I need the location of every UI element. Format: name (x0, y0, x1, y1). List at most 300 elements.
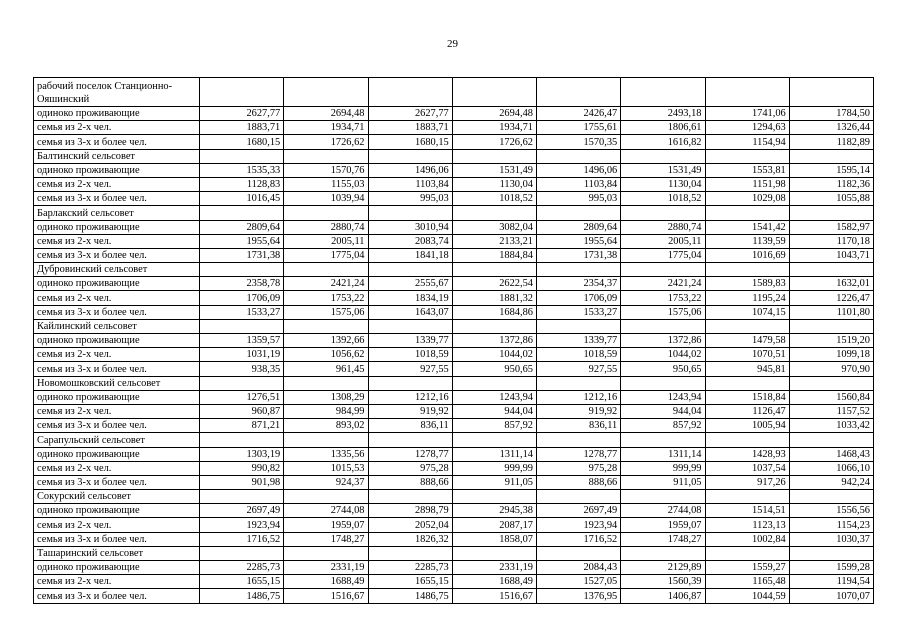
empty-cell (284, 78, 368, 107)
value-cell: 1527,05 (537, 575, 621, 589)
value-cell: 1278,77 (368, 447, 452, 461)
empty-cell (789, 319, 873, 333)
value-cell: 1775,04 (621, 248, 705, 262)
value-cell: 999,99 (452, 461, 536, 475)
value-cell: 2898,79 (368, 504, 452, 518)
page-number: 29 (447, 38, 458, 50)
value-cell: 1632,01 (789, 277, 873, 291)
value-cell: 999,99 (621, 461, 705, 475)
value-cell: 1575,06 (284, 305, 368, 319)
value-cell: 1541,42 (705, 220, 789, 234)
value-cell: 1726,62 (284, 135, 368, 149)
value-cell: 917,26 (705, 475, 789, 489)
table-row (34, 518, 874, 532)
value-cell: 1680,15 (368, 135, 452, 149)
value-cell: 1496,06 (368, 163, 452, 177)
value-cell: 888,66 (368, 475, 452, 489)
value-cell: 1716,52 (200, 532, 284, 546)
empty-cell (621, 263, 705, 277)
value-cell: 1883,71 (200, 121, 284, 135)
value-cell: 836,11 (537, 419, 621, 433)
value-cell: 893,02 (284, 419, 368, 433)
value-cell: 1570,76 (284, 163, 368, 177)
value-cell: 1002,84 (705, 532, 789, 546)
value-cell: 1195,24 (705, 291, 789, 305)
value-cell: 1139,59 (705, 234, 789, 248)
empty-cell (789, 490, 873, 504)
value-cell: 1326,44 (789, 121, 873, 135)
row-label: одиноко проживающие (34, 163, 200, 177)
value-cell: 944,04 (452, 404, 536, 418)
table-row (34, 277, 874, 291)
row-label: семья из 2-х чел. (34, 461, 200, 475)
value-cell: 1616,82 (621, 135, 705, 149)
value-cell: 1486,75 (368, 589, 452, 603)
table-row (34, 575, 874, 589)
value-cell: 1066,10 (789, 461, 873, 475)
empty-cell (537, 433, 621, 447)
value-cell: 1655,15 (200, 575, 284, 589)
value-cell: 1741,06 (705, 107, 789, 121)
empty-cell (621, 546, 705, 560)
value-cell: 1582,97 (789, 220, 873, 234)
row-label: семья из 3-х и более чел. (34, 532, 200, 546)
value-cell: 1044,02 (452, 348, 536, 362)
empty-cell (537, 263, 621, 277)
value-cell: 1099,18 (789, 348, 873, 362)
table-row (34, 348, 874, 362)
value-cell: 2285,73 (368, 561, 452, 575)
empty-cell (452, 263, 536, 277)
value-cell: 1157,52 (789, 404, 873, 418)
value-cell: 1070,07 (789, 589, 873, 603)
value-cell: 2694,48 (284, 107, 368, 121)
value-cell: 1043,71 (789, 248, 873, 262)
value-cell: 995,03 (537, 192, 621, 206)
value-cell: 1428,93 (705, 447, 789, 461)
row-label: семья из 3-х и более чел. (34, 305, 200, 319)
value-cell: 1154,94 (705, 135, 789, 149)
table-row (34, 248, 874, 262)
value-cell: 1359,57 (200, 334, 284, 348)
empty-cell (368, 149, 452, 163)
value-cell: 1243,94 (452, 390, 536, 404)
empty-cell (621, 376, 705, 390)
table-row (34, 334, 874, 348)
value-cell: 1376,95 (537, 589, 621, 603)
value-cell: 1533,27 (537, 305, 621, 319)
value-cell: 1923,94 (537, 518, 621, 532)
table-row (34, 362, 874, 376)
value-cell: 1731,38 (537, 248, 621, 262)
empty-cell (200, 546, 284, 560)
group-title: Кайлинский сельсовет (34, 319, 200, 333)
empty-cell (284, 149, 368, 163)
empty-cell (284, 490, 368, 504)
empty-cell (200, 490, 284, 504)
group-title: Барлакский сельсовет (34, 206, 200, 220)
value-cell: 1806,61 (621, 121, 705, 135)
value-cell: 2945,38 (452, 504, 536, 518)
row-label: семья из 2-х чел. (34, 348, 200, 362)
table-row (34, 305, 874, 319)
value-cell: 1858,07 (452, 532, 536, 546)
table-row (34, 220, 874, 234)
empty-cell (200, 78, 284, 107)
row-label: семья из 3-х и более чел. (34, 135, 200, 149)
value-cell: 1339,77 (368, 334, 452, 348)
table-row (34, 589, 874, 603)
group-title: Сарапульский сельсовет (34, 433, 200, 447)
empty-cell (200, 263, 284, 277)
value-cell: 1726,62 (452, 135, 536, 149)
table-row (34, 192, 874, 206)
empty-cell (621, 490, 705, 504)
value-cell: 924,37 (284, 475, 368, 489)
value-cell: 1016,69 (705, 248, 789, 262)
value-cell: 888,66 (537, 475, 621, 489)
value-cell: 1688,49 (452, 575, 536, 589)
value-cell: 2880,74 (621, 220, 705, 234)
table-row (34, 291, 874, 305)
empty-cell (452, 319, 536, 333)
row-label: одиноко проживающие (34, 334, 200, 348)
value-cell: 1560,84 (789, 390, 873, 404)
value-cell: 1278,77 (537, 447, 621, 461)
empty-cell (284, 546, 368, 560)
value-cell: 1018,52 (621, 192, 705, 206)
value-cell: 942,24 (789, 475, 873, 489)
value-cell: 1883,71 (368, 121, 452, 135)
row-label: одиноко проживающие (34, 107, 200, 121)
value-cell: 1959,07 (284, 518, 368, 532)
value-cell: 2493,18 (621, 107, 705, 121)
table-row (34, 461, 874, 475)
value-cell: 1101,80 (789, 305, 873, 319)
value-cell: 1560,39 (621, 575, 705, 589)
row-label: одиноко проживающие (34, 390, 200, 404)
value-cell: 1123,13 (705, 518, 789, 532)
value-cell: 984,99 (284, 404, 368, 418)
value-cell: 2697,49 (200, 504, 284, 518)
empty-cell (200, 319, 284, 333)
empty-cell (789, 433, 873, 447)
value-cell: 1016,45 (200, 192, 284, 206)
empty-cell (537, 546, 621, 560)
value-cell: 2052,04 (368, 518, 452, 532)
value-cell: 1243,94 (621, 390, 705, 404)
empty-cell (284, 319, 368, 333)
value-cell: 1015,53 (284, 461, 368, 475)
table-body (34, 78, 874, 604)
empty-cell (368, 319, 452, 333)
empty-cell (200, 376, 284, 390)
empty-cell (368, 376, 452, 390)
group-title: Дубровинский сельсовет (34, 263, 200, 277)
value-cell: 1784,50 (789, 107, 873, 121)
group-title: Балтинский сельсовет (34, 149, 200, 163)
empty-cell (200, 149, 284, 163)
group-title: Ташаринский сельсовет (34, 546, 200, 560)
value-cell: 1570,35 (537, 135, 621, 149)
empty-cell (537, 319, 621, 333)
value-cell: 927,55 (537, 362, 621, 376)
table-row (34, 177, 874, 191)
row-label: семья из 2-х чел. (34, 404, 200, 418)
value-cell: 2331,19 (452, 561, 536, 575)
value-cell: 1039,94 (284, 192, 368, 206)
value-cell: 2622,54 (452, 277, 536, 291)
row-label: одиноко проживающие (34, 447, 200, 461)
group-title: Сокурский сельсовет (34, 490, 200, 504)
empty-cell (200, 433, 284, 447)
value-cell: 3010,94 (368, 220, 452, 234)
value-cell: 1599,28 (789, 561, 873, 575)
value-cell: 1130,04 (621, 177, 705, 191)
value-cell: 961,45 (284, 362, 368, 376)
row-label: семья из 3-х и более чел. (34, 248, 200, 262)
table-row (34, 532, 874, 546)
value-cell: 1103,84 (537, 177, 621, 191)
value-cell: 1226,47 (789, 291, 873, 305)
row-label: семья из 3-х и более чел. (34, 192, 200, 206)
value-cell: 1294,63 (705, 121, 789, 135)
value-cell: 1955,64 (537, 234, 621, 248)
value-cell: 1029,08 (705, 192, 789, 206)
value-cell: 1826,32 (368, 532, 452, 546)
value-cell: 1311,14 (621, 447, 705, 461)
value-cell: 1033,42 (789, 419, 873, 433)
value-cell: 1392,66 (284, 334, 368, 348)
empty-cell (452, 78, 536, 107)
table-row (34, 504, 874, 518)
value-cell: 2331,19 (284, 561, 368, 575)
group-header-row (34, 206, 874, 220)
value-cell: 1044,02 (621, 348, 705, 362)
value-cell: 2005,11 (284, 234, 368, 248)
empty-cell (452, 149, 536, 163)
value-cell: 1716,52 (537, 532, 621, 546)
empty-cell (537, 206, 621, 220)
value-cell: 2083,74 (368, 234, 452, 248)
value-cell: 1514,51 (705, 504, 789, 518)
value-cell: 836,11 (368, 419, 452, 433)
table-row (34, 163, 874, 177)
value-cell: 2880,74 (284, 220, 368, 234)
empty-cell (452, 490, 536, 504)
value-cell: 1044,59 (705, 589, 789, 603)
value-cell: 1335,56 (284, 447, 368, 461)
value-cell: 995,03 (368, 192, 452, 206)
value-cell: 2084,43 (537, 561, 621, 575)
value-cell: 1308,29 (284, 390, 368, 404)
value-cell: 1018,52 (452, 192, 536, 206)
value-cell: 975,28 (537, 461, 621, 475)
empty-cell (537, 78, 621, 107)
empty-cell (705, 376, 789, 390)
value-cell: 1182,36 (789, 177, 873, 191)
row-label: семья из 3-х и более чел. (34, 362, 200, 376)
value-cell: 1212,16 (537, 390, 621, 404)
value-cell: 1731,38 (200, 248, 284, 262)
empty-cell (284, 263, 368, 277)
value-cell: 1055,88 (789, 192, 873, 206)
value-cell: 950,65 (452, 362, 536, 376)
value-cell: 944,04 (621, 404, 705, 418)
value-cell: 1533,27 (200, 305, 284, 319)
value-cell: 1595,14 (789, 163, 873, 177)
empty-cell (789, 376, 873, 390)
empty-cell (284, 376, 368, 390)
group-header-row (34, 78, 874, 107)
value-cell: 2697,49 (537, 504, 621, 518)
group-header-row (34, 376, 874, 390)
value-cell: 1959,07 (621, 518, 705, 532)
value-cell: 1056,62 (284, 348, 368, 362)
value-cell: 1130,04 (452, 177, 536, 191)
empty-cell (705, 149, 789, 163)
value-cell: 1372,86 (621, 334, 705, 348)
value-cell: 2426,47 (537, 107, 621, 121)
value-cell: 1479,58 (705, 334, 789, 348)
table-row (34, 475, 874, 489)
value-cell: 1303,19 (200, 447, 284, 461)
empty-cell (368, 490, 452, 504)
value-cell: 2421,24 (621, 277, 705, 291)
value-cell: 1834,19 (368, 291, 452, 305)
value-cell: 1841,18 (368, 248, 452, 262)
value-cell: 990,82 (200, 461, 284, 475)
value-cell: 1753,22 (621, 291, 705, 305)
empty-cell (789, 263, 873, 277)
row-label: семья из 3-х и более чел. (34, 589, 200, 603)
empty-cell (705, 490, 789, 504)
value-cell: 945,81 (705, 362, 789, 376)
table-row (34, 447, 874, 461)
value-cell: 1934,71 (284, 121, 368, 135)
value-cell: 1182,89 (789, 135, 873, 149)
empty-cell (368, 263, 452, 277)
table-row (34, 121, 874, 135)
value-cell: 1531,49 (452, 163, 536, 177)
value-cell: 1535,33 (200, 163, 284, 177)
empty-cell (789, 149, 873, 163)
table-row (34, 135, 874, 149)
value-cell: 1212,16 (368, 390, 452, 404)
empty-cell (705, 78, 789, 107)
value-cell: 1372,86 (452, 334, 536, 348)
value-cell: 1005,94 (705, 419, 789, 433)
value-cell: 1468,43 (789, 447, 873, 461)
group-header-row (34, 433, 874, 447)
value-cell: 1519,20 (789, 334, 873, 348)
value-cell: 1955,64 (200, 234, 284, 248)
value-cell: 1516,67 (284, 589, 368, 603)
row-label: одиноко проживающие (34, 561, 200, 575)
group-header-row (34, 149, 874, 163)
value-cell: 1018,59 (368, 348, 452, 362)
value-cell: 1881,32 (452, 291, 536, 305)
empty-cell (789, 206, 873, 220)
value-cell: 1559,27 (705, 561, 789, 575)
row-label: семья из 2-х чел. (34, 575, 200, 589)
value-cell: 970,90 (789, 362, 873, 376)
row-label: одиноко проживающие (34, 277, 200, 291)
value-cell: 1755,61 (537, 121, 621, 135)
empty-cell (368, 206, 452, 220)
value-cell: 1706,09 (537, 291, 621, 305)
value-cell: 2627,77 (368, 107, 452, 121)
value-cell: 2555,67 (368, 277, 452, 291)
value-cell: 1589,83 (705, 277, 789, 291)
value-cell: 1074,15 (705, 305, 789, 319)
row-label: семья из 2-х чел. (34, 177, 200, 191)
value-cell: 1531,49 (621, 163, 705, 177)
empty-cell (621, 206, 705, 220)
value-cell: 1194,54 (789, 575, 873, 589)
empty-cell (537, 376, 621, 390)
group-title: рабочий поселок Станционно-Ояшинский (34, 78, 200, 107)
group-title: Новомошковский сельсовет (34, 376, 200, 390)
value-cell: 1575,06 (621, 305, 705, 319)
empty-cell (452, 546, 536, 560)
table-row (34, 107, 874, 121)
value-cell: 960,87 (200, 404, 284, 418)
empty-cell (789, 78, 873, 107)
value-cell: 1655,15 (368, 575, 452, 589)
table-row (34, 561, 874, 575)
empty-cell (284, 206, 368, 220)
empty-cell (705, 263, 789, 277)
value-cell: 1688,49 (284, 575, 368, 589)
value-cell: 2421,24 (284, 277, 368, 291)
value-cell: 857,92 (452, 419, 536, 433)
value-cell: 2809,64 (537, 220, 621, 234)
empty-cell (368, 78, 452, 107)
value-cell: 975,28 (368, 461, 452, 475)
value-cell: 911,05 (621, 475, 705, 489)
value-cell: 1154,23 (789, 518, 873, 532)
value-cell: 2133,21 (452, 234, 536, 248)
value-cell: 1128,83 (200, 177, 284, 191)
empty-cell (705, 319, 789, 333)
table-row (34, 404, 874, 418)
value-cell: 1031,19 (200, 348, 284, 362)
value-cell: 1151,98 (705, 177, 789, 191)
value-cell: 901,98 (200, 475, 284, 489)
value-cell: 919,92 (368, 404, 452, 418)
value-cell: 1103,84 (368, 177, 452, 191)
value-cell: 1030,37 (789, 532, 873, 546)
row-label: семья из 2-х чел. (34, 518, 200, 532)
group-header-row (34, 263, 874, 277)
group-header-row (34, 546, 874, 560)
value-cell: 1165,48 (705, 575, 789, 589)
empty-cell (705, 206, 789, 220)
empty-cell (452, 376, 536, 390)
table-row (34, 390, 874, 404)
value-cell: 1018,59 (537, 348, 621, 362)
empty-cell (621, 149, 705, 163)
row-label: семья из 3-х и более чел. (34, 419, 200, 433)
empty-cell (284, 433, 368, 447)
value-cell: 1037,54 (705, 461, 789, 475)
value-cell: 1406,87 (621, 589, 705, 603)
value-cell: 1934,71 (452, 121, 536, 135)
value-cell: 1486,75 (200, 589, 284, 603)
empty-cell (537, 490, 621, 504)
row-label: семья из 2-х чел. (34, 121, 200, 135)
